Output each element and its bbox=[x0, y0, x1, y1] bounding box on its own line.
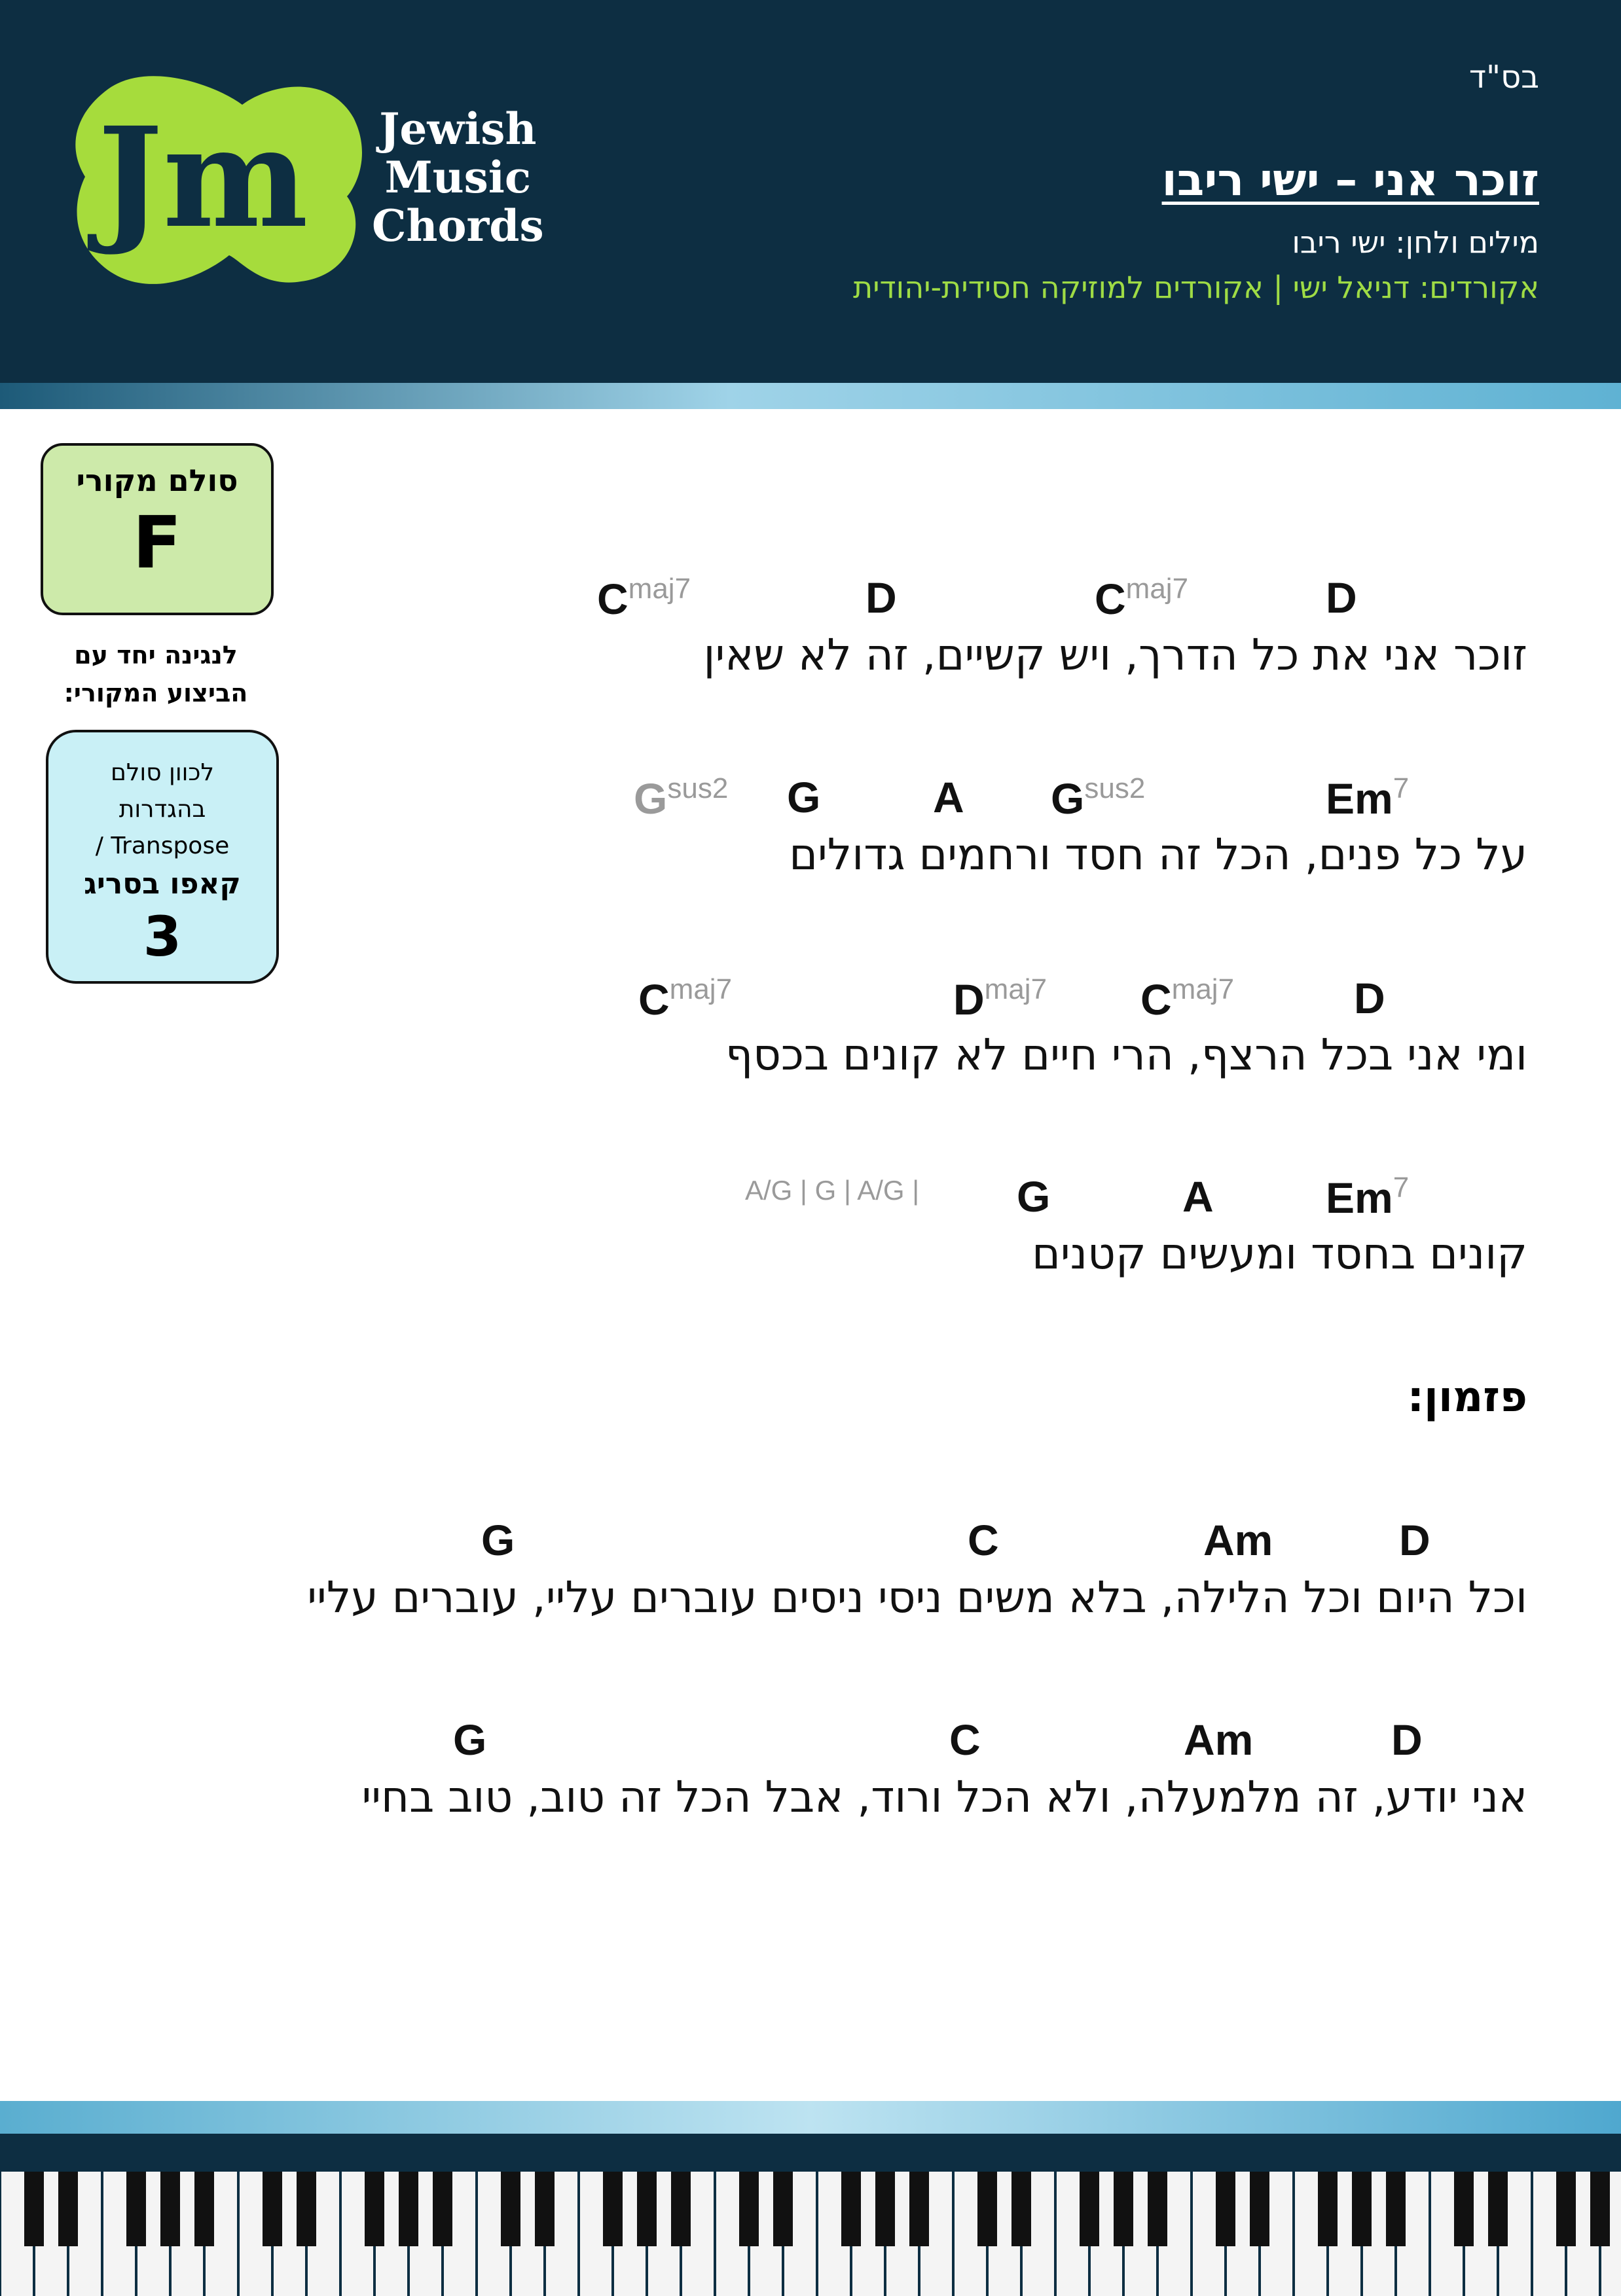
black-key bbox=[1454, 2172, 1474, 2246]
chord: $C^{maj7}$ bbox=[597, 573, 691, 623]
black-key bbox=[909, 2172, 929, 2246]
lyric-line: אני יודע, זה מלמעלה, ולא הכל ורוד, אבל הכל זה טוב, טוב בחיי bbox=[361, 1772, 1527, 1822]
capo-text: / Transpose bbox=[95, 833, 230, 859]
chord: Am bbox=[1203, 1516, 1273, 1564]
black-key bbox=[637, 2172, 657, 2246]
passing-chords: A/G | G | A/G | bbox=[745, 1175, 920, 1206]
chord: Em$^7$ bbox=[1326, 1172, 1410, 1222]
chord: A bbox=[1182, 1172, 1214, 1221]
black-key bbox=[1488, 2172, 1508, 2246]
black-key bbox=[977, 2172, 997, 2246]
original-key-value: F bbox=[132, 501, 182, 584]
chord: Em$^7$ bbox=[1326, 772, 1410, 823]
capo-text: לכוון סולם bbox=[111, 759, 214, 786]
credit-chords: אקורדים: דניאל ישי | אקורדים למוזיקה חסידית-יהודית bbox=[853, 270, 1539, 305]
black-key bbox=[365, 2172, 384, 2246]
black-key bbox=[194, 2172, 214, 2246]
black-key bbox=[1011, 2172, 1031, 2246]
logo-letters: Jm bbox=[98, 97, 308, 259]
chord: $G^{sus2}$ bbox=[1051, 772, 1146, 823]
header-banner bbox=[0, 0, 1621, 383]
footer-gradient-band bbox=[0, 2101, 1621, 2134]
chord: D bbox=[1354, 974, 1385, 1022]
song-title: זוכר אני – ישי ריבו bbox=[1161, 154, 1539, 206]
lyric-line: ומי אני בכל הרצף, הרי חיים לא קונים בכסף bbox=[725, 1030, 1527, 1080]
brand-line: Chords bbox=[372, 200, 544, 251]
black-key bbox=[297, 2172, 316, 2246]
lyric-line: זוכר אני את כל הדרך, ויש קשיים, זה לא שאין bbox=[703, 630, 1527, 680]
black-key bbox=[739, 2172, 759, 2246]
chord: C bbox=[949, 1715, 981, 1764]
black-key bbox=[1318, 2172, 1338, 2246]
black-key bbox=[1386, 2172, 1406, 2246]
lyric-line: על כל פנים, הכל זה חסד ורחמים גדולים bbox=[789, 829, 1527, 880]
bsd-mark: בס"ד bbox=[1468, 59, 1539, 96]
black-key bbox=[1080, 2172, 1099, 2246]
play-along-note bbox=[41, 636, 271, 712]
black-key bbox=[399, 2172, 418, 2246]
chord: $D^{maj7}$ bbox=[953, 973, 1047, 1024]
chord: $C^{maj7}$ bbox=[1095, 573, 1189, 623]
chord: D bbox=[1326, 573, 1357, 622]
note-line: הביצוע המקורי: bbox=[64, 679, 248, 708]
chorus-label: פזמון: bbox=[1407, 1373, 1527, 1422]
black-key bbox=[263, 2172, 282, 2246]
lyric-line: קונים בחסד ומעשים קטנים bbox=[1032, 1229, 1527, 1279]
chord: D bbox=[1399, 1516, 1430, 1564]
chord: G bbox=[787, 773, 821, 821]
capo-box bbox=[46, 730, 279, 984]
original-key-label: סולם מקורי bbox=[76, 463, 238, 498]
brand-line: Jewish bbox=[379, 103, 537, 154]
chord: C bbox=[968, 1516, 999, 1564]
chord: G bbox=[481, 1516, 515, 1564]
black-key bbox=[535, 2172, 555, 2246]
capo-label: קאפו בסריג bbox=[84, 867, 241, 901]
chord: $C^{maj7}$ bbox=[638, 973, 733, 1024]
black-key bbox=[160, 2172, 180, 2246]
black-key bbox=[1148, 2172, 1167, 2246]
capo-text: בהגדרות bbox=[118, 796, 206, 823]
chord: A bbox=[933, 773, 964, 821]
chord: G bbox=[453, 1715, 487, 1764]
header-gradient-band bbox=[0, 383, 1621, 409]
black-key bbox=[1250, 2172, 1269, 2246]
black-key bbox=[24, 2172, 44, 2246]
black-key bbox=[1556, 2172, 1576, 2246]
black-key bbox=[875, 2172, 895, 2246]
chord: Am bbox=[1184, 1715, 1254, 1764]
chord: $G^{sus2}$ bbox=[634, 772, 729, 823]
chord: $C^{maj7}$ bbox=[1140, 973, 1235, 1024]
chord: G bbox=[1017, 1172, 1051, 1221]
capo-value: 3 bbox=[143, 905, 182, 969]
black-key bbox=[126, 2172, 146, 2246]
black-key bbox=[58, 2172, 78, 2246]
chord: D bbox=[1391, 1715, 1423, 1764]
credit-words-music: מילים ולחן: ישי ריבו bbox=[1292, 224, 1539, 260]
black-key bbox=[841, 2172, 861, 2246]
black-key bbox=[1590, 2172, 1610, 2246]
note-line: לנגינה יחד עם bbox=[74, 641, 238, 670]
guitar-logo-icon bbox=[65, 65, 367, 295]
lyric-line: וכל היום וכל הלילה, בלא משים ניסי ניסים עוברים עליי, עוברים עליי bbox=[307, 1572, 1527, 1623]
black-key bbox=[1216, 2172, 1235, 2246]
black-key bbox=[433, 2172, 452, 2246]
original-key-box bbox=[41, 443, 274, 615]
piano-keys-icon bbox=[0, 2172, 1621, 2296]
brand-name bbox=[372, 105, 544, 250]
black-key bbox=[1352, 2172, 1372, 2246]
black-key bbox=[501, 2172, 520, 2246]
chord: D bbox=[865, 573, 897, 622]
brand-line: Music bbox=[384, 152, 532, 203]
black-key bbox=[773, 2172, 793, 2246]
black-key bbox=[603, 2172, 623, 2246]
black-key bbox=[671, 2172, 691, 2246]
black-key bbox=[1114, 2172, 1133, 2246]
